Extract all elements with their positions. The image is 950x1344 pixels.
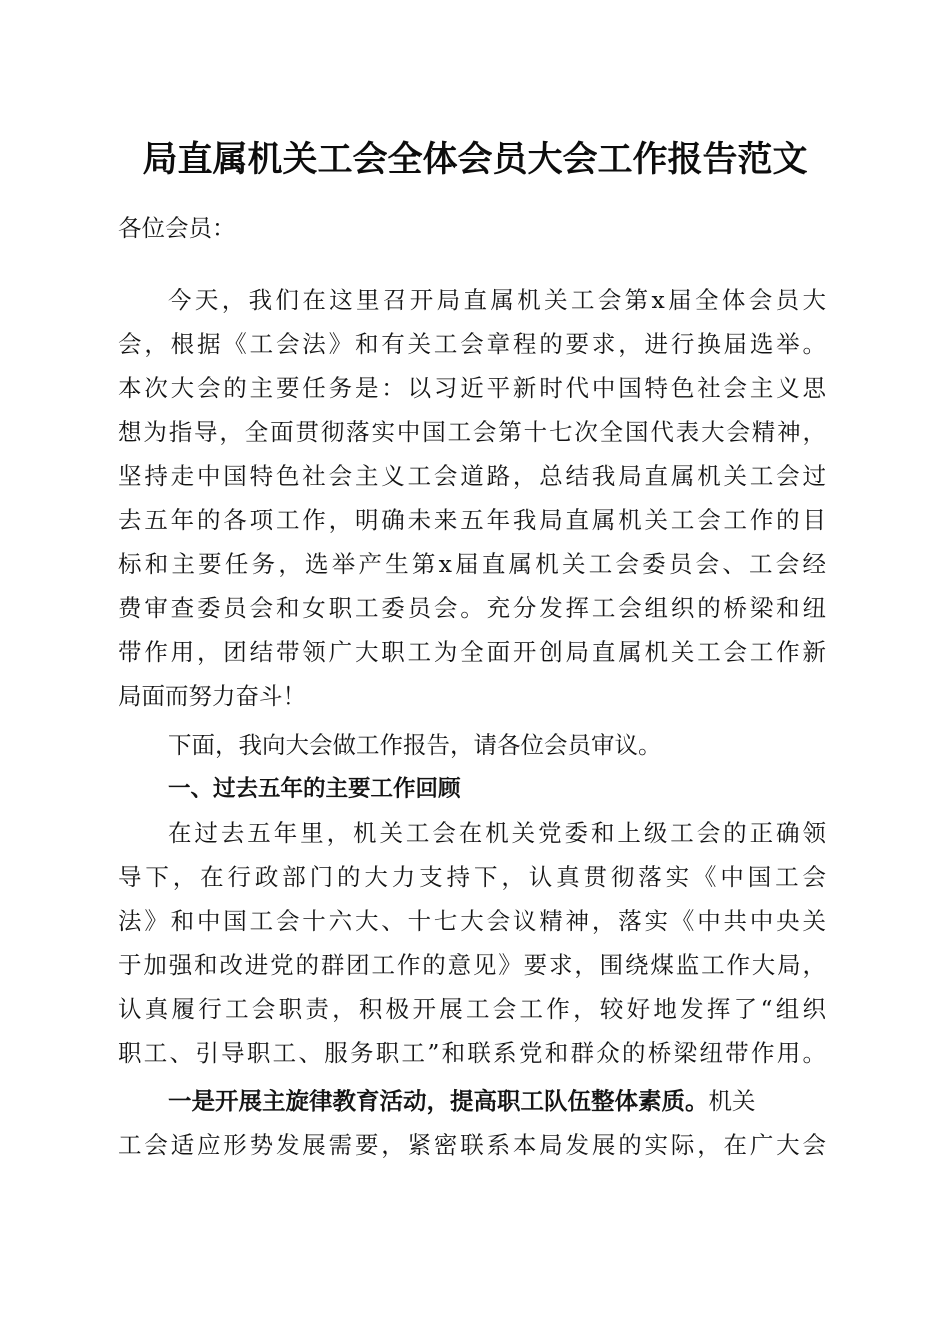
paragraph-text: 机关 xyxy=(708,1087,756,1115)
document-title: 局直属机关工会全体会员大会工作报告范文 xyxy=(142,139,808,180)
paragraph-line: 工会适应形势发展需要，紧密联系本局发展的实际，在广大会 xyxy=(118,1131,826,1159)
paragraph-line: 导下，在行政部门的大力支持下，认真贯彻落实《中国工会 xyxy=(118,863,826,891)
paragraph-line: 坚持走中国特色社会主义工会道路，总结我局直属机关工会过 xyxy=(118,462,826,490)
paragraph-line: 去五年的各项工作，明确未来五年我局直属机关工会工作的目 xyxy=(118,506,826,534)
salutation: 各位会员： xyxy=(118,214,236,242)
paragraph-line: 在过去五年里，机关工会在机关党委和上级工会的正确领 xyxy=(168,819,826,847)
paragraph-line: 法》和中国工会十六大、十七大会议精神，落实《中共中央关 xyxy=(118,907,826,935)
paragraph-line: 费审查委员会和女职工委员会。充分发挥工会组织的桥梁和纽 xyxy=(118,594,826,622)
section-heading: 一、过去五年的主要工作回顾 xyxy=(168,776,461,802)
paragraph-line: 认真履行工会职责，积极开展工会工作，较好地发挥了“组织 xyxy=(118,995,826,1023)
paragraph-line xyxy=(168,1084,826,1118)
paragraph-line: 局面而努力奋斗！ xyxy=(118,682,306,710)
paragraph-line: 今天，我们在这里召开局直属机关工会第x届全体会员大 xyxy=(168,286,826,314)
paragraph-line: 本次大会的主要任务是：以习近平新时代中国特色社会主义思 xyxy=(118,374,826,402)
paragraph-line: 标和主要任务，选举产生第x届直属机关工会委员会、工会经 xyxy=(118,550,826,578)
paragraph-line: 带作用，团结带领广大职工为全面开创局直属机关工会工作新 xyxy=(118,638,826,666)
paragraph-line: 想为指导，全面贯彻落实中国工会第十七次全国代表大会精神， xyxy=(118,418,826,446)
paragraph-lead: 一是开展主旋律教育活动，提高职工队伍整体素质。 xyxy=(168,1087,709,1115)
paragraph-line: 会，根据《工会法》和有关工会章程的要求，进行换届选举。 xyxy=(118,330,826,358)
paragraph-line: 于加强和改进党的群团工作的意见》要求，围绕煤监工作大局， xyxy=(118,951,826,979)
paragraph-line: 职工、引导职工、服务职工”和联系党和群众的桥梁纽带作用。 xyxy=(118,1039,826,1067)
paragraph-line: 下面，我向大会做工作报告，请各位会员审议。 xyxy=(168,731,662,759)
